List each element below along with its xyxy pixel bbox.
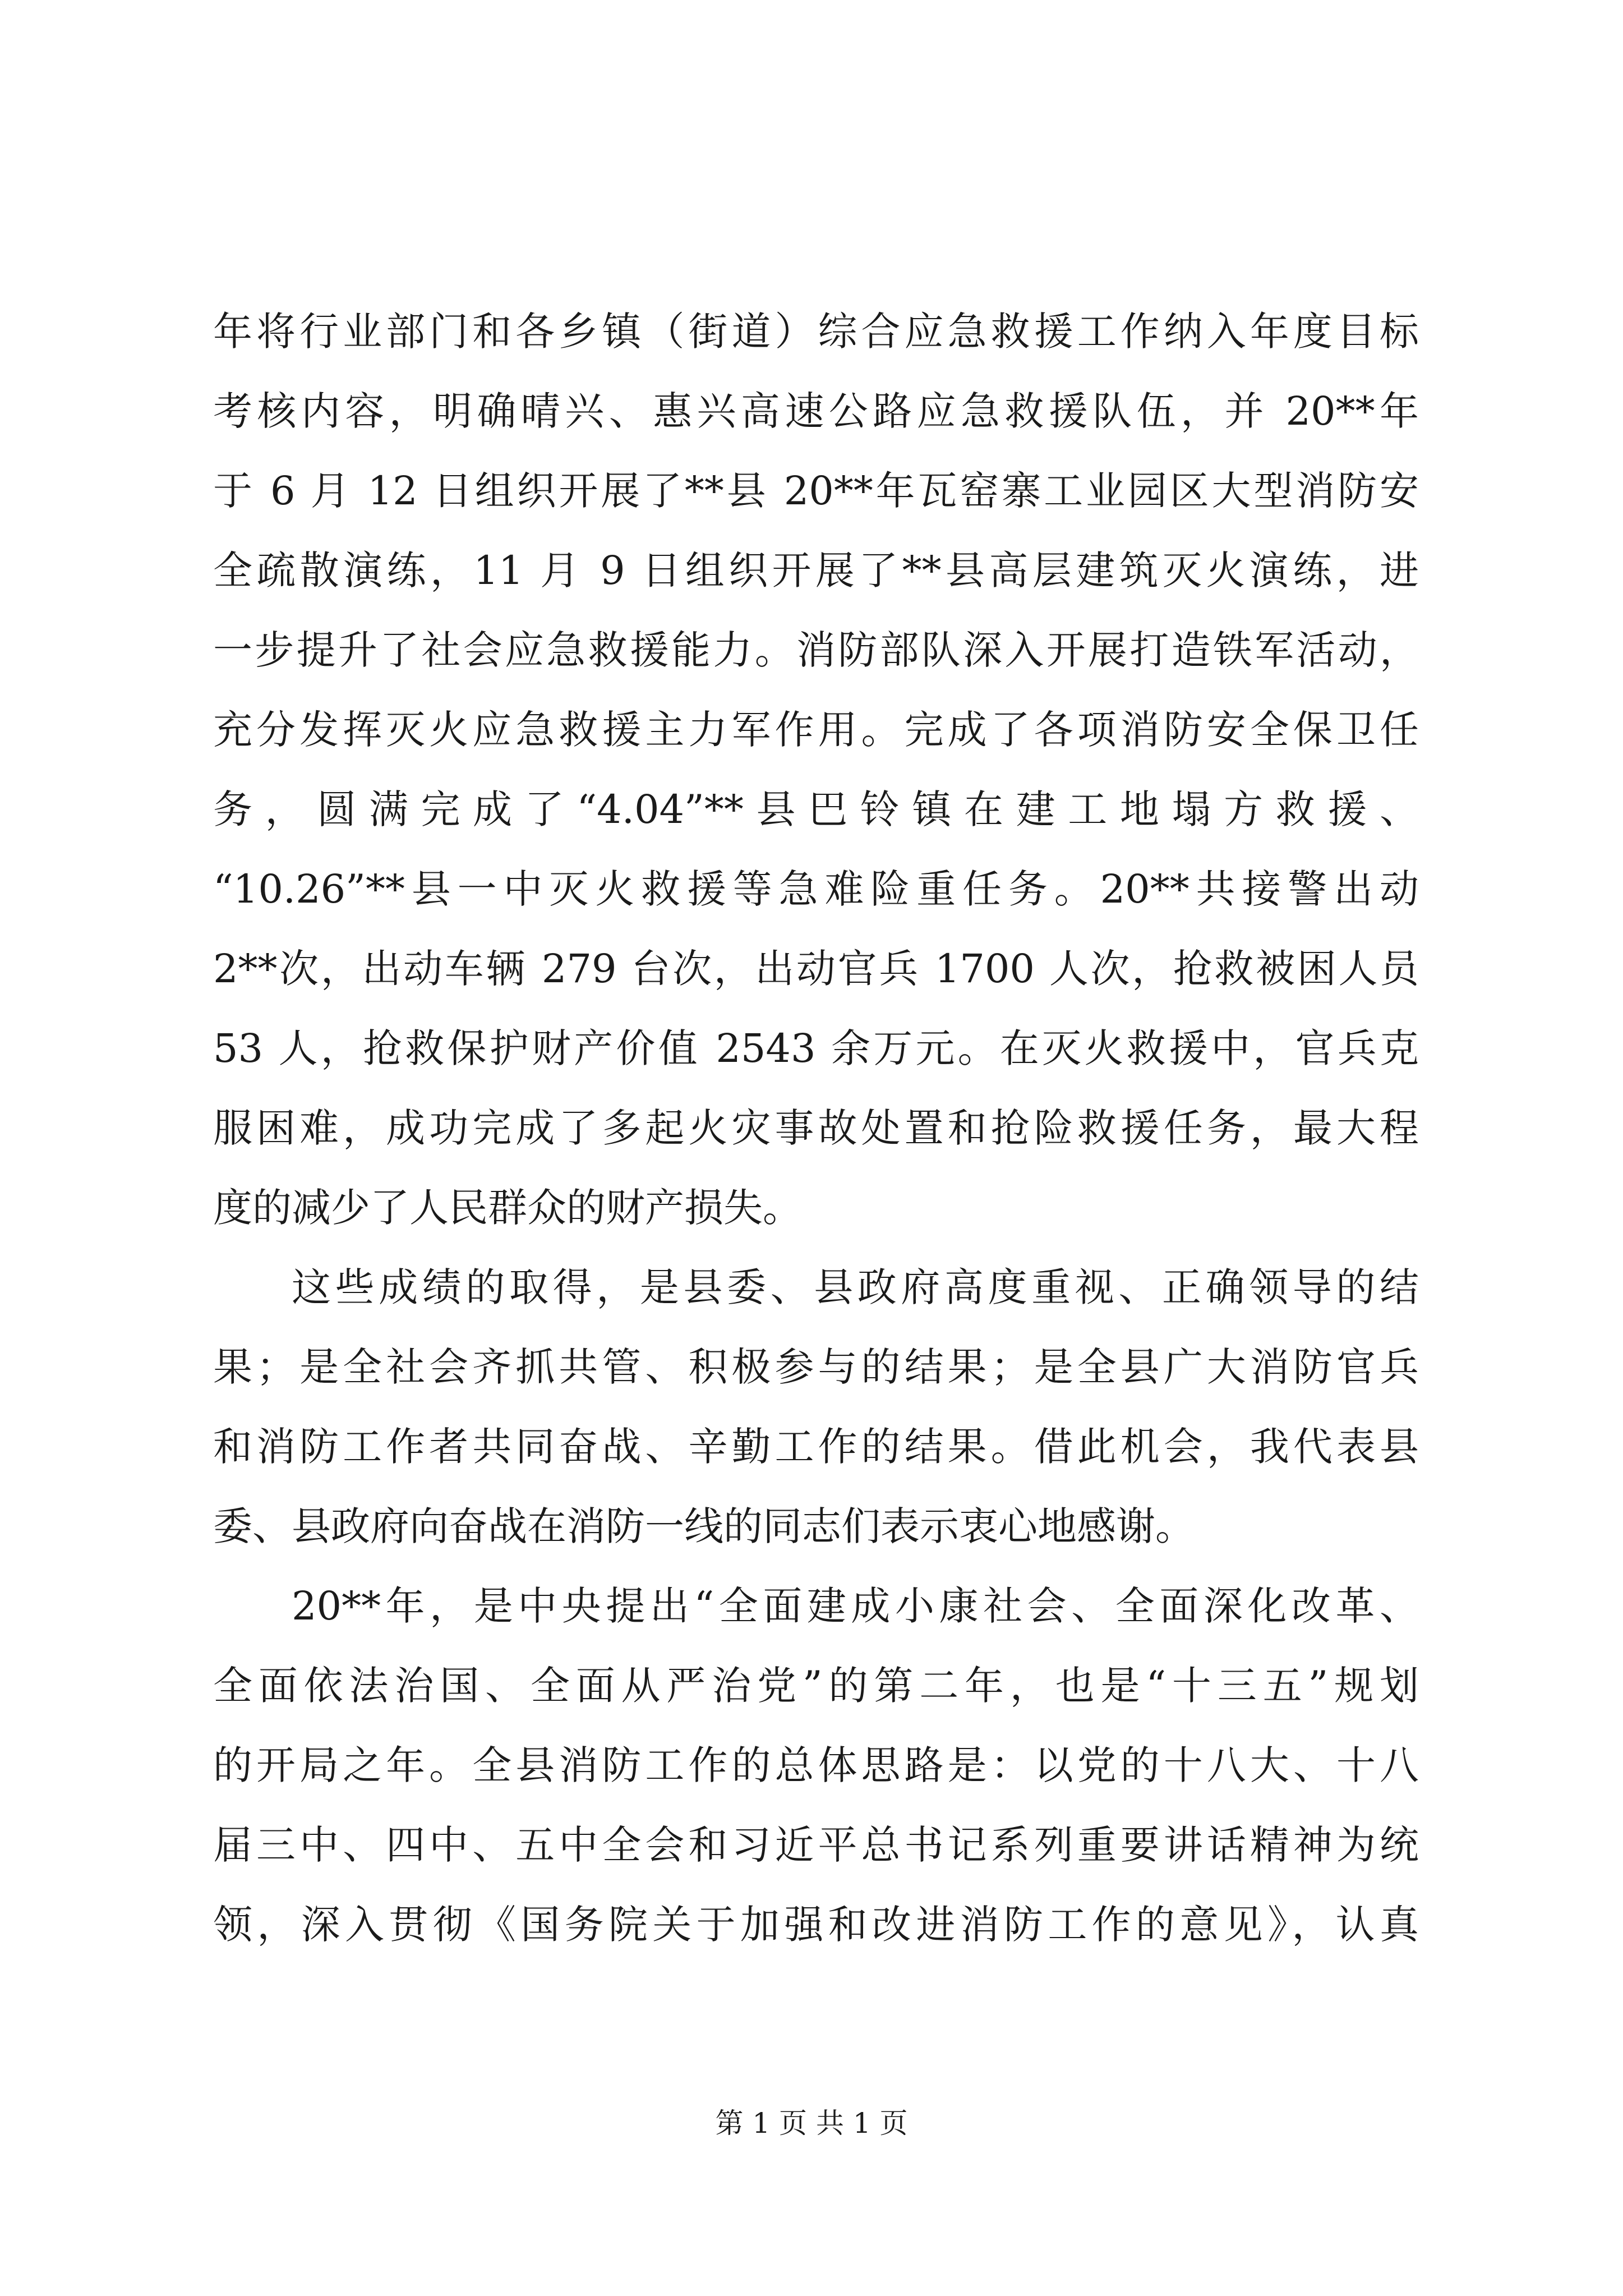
text-line: 于 6 月 12 日组织开展了**县 20**年瓦窑寨工业园区大型消防安 xyxy=(213,468,1419,514)
text-line: 2**次，出动车辆 279 台次，出动官兵 1700 人次，抢救被困人员 xyxy=(213,946,1419,992)
text-line: 考核内容，明确晴兴、惠兴高速公路应急救援队伍，并 20**年 xyxy=(213,388,1419,434)
page-footer: 第 1 页 共 1 页 xyxy=(715,2107,908,2139)
text-line: “10.26”**县一中灭火救援等急难险重任务。20**共接警出动 xyxy=(213,866,1419,912)
text-line: 和消防工作者共同奋战、辛勤工作的结果。借此机会，我代表县 xyxy=(213,1424,1419,1470)
text-line: 53 人，抢救保护财产价值 2543 余万元。在灭火救援中，官兵克 xyxy=(213,1025,1419,1071)
paragraph-2 xyxy=(213,1248,1419,1566)
paragraph-3 xyxy=(213,1566,1419,1964)
text-line: 领，深入贯彻《国务院关于加强和改进消防工作的意见》，认真 xyxy=(213,1902,1419,1948)
text-line: 年将行业部门和各乡镇（街道）综合应急救援工作纳入年度目标 xyxy=(213,309,1419,355)
text-line: 这些成绩的取得，是县委、县政府高度重视、正确领导的结 xyxy=(292,1264,1419,1310)
text-line: 果；是全社会齐抓共管、积极参与的结果；是全县广大消防官兵 xyxy=(213,1344,1419,1390)
text-line: 充分发挥灭火应急救援主力军作用。完成了各项消防安全保卫任 xyxy=(213,707,1419,753)
text-line: 全面依法治国、全面从严治党”的第二年，也是“十三五”规划 xyxy=(213,1663,1419,1709)
text-line: 服困难，成功完成了多起火灾事故处置和抢险救援任务，最大程 xyxy=(213,1105,1419,1151)
text-line: 委、县政府向奋战在消防一线的同志们表示衷心地感谢。 xyxy=(213,1503,1195,1549)
text-line: 届三中、四中、五中全会和习近平总书记系列重要讲话精神为统 xyxy=(213,1822,1419,1868)
text-line: 度的减少了人民群众的财产损失。 xyxy=(213,1185,802,1231)
text-line: 20**年，是中央提出“全面建成小康社会、全面深化改革、 xyxy=(292,1583,1419,1629)
paragraph-1 xyxy=(213,292,1419,1248)
text-line: 全疏散演练，11 月 9 日组织开展了**县高层建筑灭火演练，进 xyxy=(213,547,1419,593)
text-line: 务，圆满完成了“4.04”**县巴铃镇在建工地塌方救援、 xyxy=(213,786,1419,832)
text-line: 的开局之年。全县消防工作的总体思路是：以党的十八大、十八 xyxy=(213,1742,1419,1788)
text-line: 一步提升了社会应急救援能力。消防部队深入开展打造铁军活动， xyxy=(213,627,1419,673)
document-body xyxy=(213,292,1419,1964)
